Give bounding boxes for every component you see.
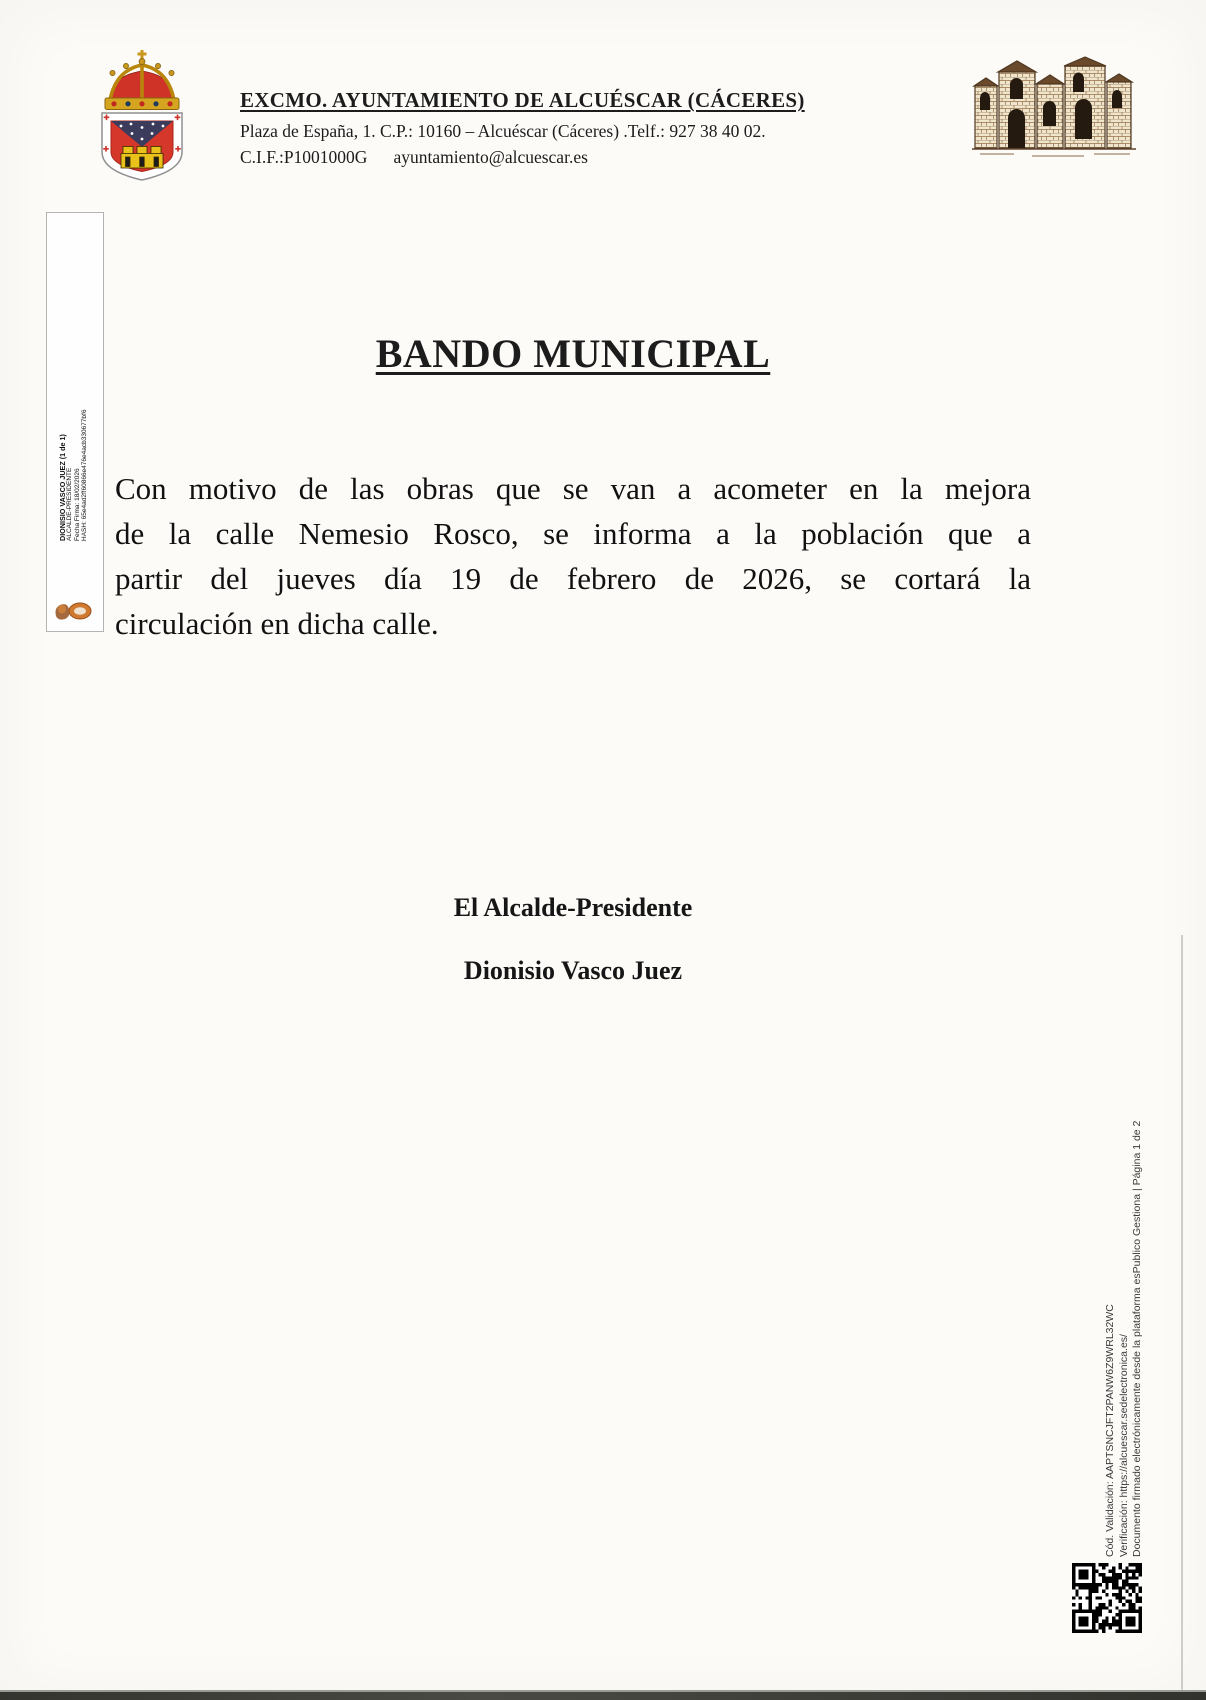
validation-footer-text (1104, 1037, 1145, 1557)
municipal-coat-of-arms-icon (86, 50, 198, 182)
validation-code: Cód. Validación: AAPTSNCJFT2PANW6Z9WRL32WC (1104, 1304, 1116, 1557)
org-title: EXCMO. AYUNTAMIENTO DE ALCUÉSCAR (CÁCERES) (240, 88, 805, 112)
header-org-block (240, 88, 940, 168)
signer-name: DIONISIO VASCO JUEZ (1 de 1) (58, 434, 67, 541)
signature-stamp-icon (52, 594, 92, 626)
signature-role: El Alcalde-Presidente (453, 893, 693, 922)
platform-note: Documento firmado electrónicamente desde la plataforma esPublico Gestiona | Página 1 de 2 (1131, 1120, 1143, 1557)
bando-body-line: Con motivo de las obras que se van a acometer en la mejora (115, 471, 1031, 506)
signature-name: Dionisio Vasco Juez (463, 956, 683, 985)
verification-url: Verificación: https://alcuescar.sedelectronica.es/ (1117, 1334, 1130, 1557)
page-bottom-shadow (0, 1692, 1206, 1700)
basilica-sketch-icon (972, 56, 1136, 162)
bando-body (115, 466, 1031, 646)
paper-edge-line (1181, 935, 1183, 1692)
signer-role: ALCALDE-PRESIDENTE (66, 467, 74, 541)
sign-date: Fecha Firma: 18/02/2026 (73, 468, 81, 541)
org-cif: C.I.F.:P1001000G (240, 147, 368, 167)
org-address: Plaza de España, 1. C.P.: 10160 – Alcuéscar (Cáceres) .Telf.: 927 38 40 02. (240, 121, 766, 141)
bando-body-line: partir del jueves día 19 de febrero de 2026, se cortará la (115, 561, 1031, 596)
bando-body-line: de la calle Nemesio Rosco, se informa a la población que a (115, 516, 1031, 551)
qr-code-icon (1072, 1563, 1142, 1633)
org-email: ayuntamiento@alcuescar.es (393, 147, 588, 167)
bando-body-line: circulación en dicha calle. (115, 606, 439, 641)
org-cif-email (240, 147, 940, 168)
signature-sidebar-text (59, 341, 89, 541)
sign-hash: HASH: 65e4ad2ff60866e476e4acb330677bf6 (81, 409, 89, 541)
bando-title: BANDO MUNICIPAL (375, 331, 771, 376)
